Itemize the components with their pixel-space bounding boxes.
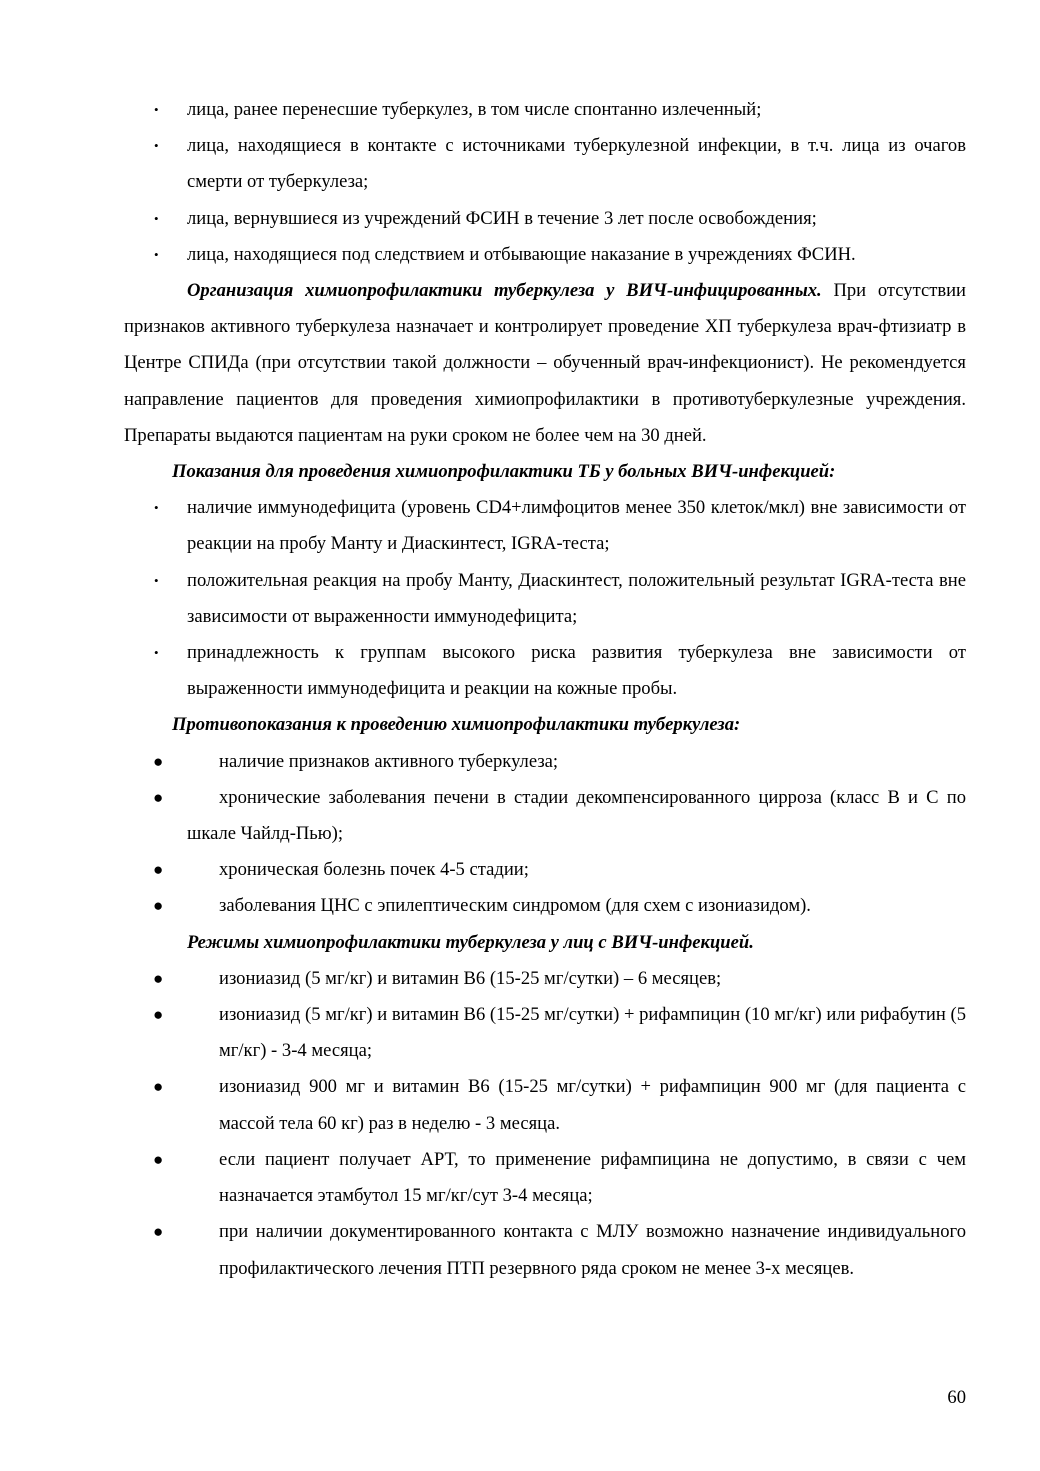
- bullet-icon: ●: [153, 968, 164, 988]
- bullet-icon: ●: [153, 787, 164, 807]
- list-item-text: лица, находящиеся в контакте с источниками туберкулезной инфекции, в т.ч. лица из очагов смерти от туберкулеза;: [187, 135, 966, 193]
- bullet-icon: ●: [153, 1077, 164, 1097]
- list-item: [124, 997, 966, 1069]
- list-item: [124, 635, 966, 707]
- list-item-text: наличие иммунодефицита (уровень CD4+лимфоцитов менее 350 клеток/мкл) вне зависимости от реакции на пробу Манту и Диаскинтест, IGRA-теста;: [187, 497, 966, 555]
- page-content: [124, 92, 966, 1287]
- list-item-text: изониазид (5 мг/кг) и витамин В6 (15-25 мг/сутки) – 6 месяцев;: [219, 967, 722, 989]
- list-item-text: если пациент получает АРТ, то применение рифампицина не допустимо, в связи с чем назначается этамбутол 15 мг/кг/сут 3-4 месяца;: [219, 1148, 966, 1207]
- list-item: [124, 237, 966, 273]
- bullet-icon: •: [154, 102, 159, 117]
- list-item: [124, 1069, 966, 1141]
- list-item: [124, 961, 966, 997]
- regimens-heading: Режимы химиопрофилактики туберкулеза у лиц с ВИЧ-инфекцией.: [187, 931, 754, 953]
- list-item: [124, 92, 966, 128]
- bullet-icon: •: [154, 210, 159, 226]
- list-item: [124, 1142, 966, 1214]
- list-item: [124, 128, 966, 200]
- list-item-text: хронические заболевания печени в стадии декомпенсированного цирроза (класс В и С по шкале Чайлд-Пью);: [187, 786, 966, 845]
- indications-heading: Показания для проведения химиопрофилактики ТБ у больных ВИЧ-инфекцией:: [172, 461, 836, 483]
- list-item-text: хроническая болезнь почек 4-5 стадии;: [219, 859, 529, 881]
- list-item-text: при наличии документированного контакта с МЛУ возможно назначение индивидуального профилактического лечения ПТП резервного ряда сроком не менее 3-х месяцев.: [219, 1221, 966, 1279]
- list-item: [124, 201, 966, 237]
- list-item: [124, 888, 966, 924]
- list-item: [124, 563, 966, 635]
- bullet-icon: ●: [153, 896, 164, 916]
- bullet-icon: ●: [153, 751, 164, 771]
- list-item-text: лица, ранее перенесшие туберкулез, в том числе спонтанно излеченный;: [187, 99, 762, 120]
- paragraph-lead: Организация химиопрофилактики туберкулеза у ВИЧ-инфицированных.: [187, 280, 822, 302]
- list-item-text: положительная реакция на пробу Манту, Диаскинтест, положительный результат IGRA-теста вне зависимости от выраженности иммунодефицита;: [187, 569, 966, 627]
- bullet-icon: ●: [153, 1222, 164, 1242]
- list-item-text: изониазид (5 мг/кг) и витамин В6 (15-25 мг/сутки) + рифампицин (10 мг/кг) или рифабутин (5 мг/кг) - 3-4 месяца;: [219, 1004, 966, 1062]
- bullet-icon: ●: [153, 860, 164, 880]
- organization-paragraph: [124, 273, 966, 454]
- bullet-icon: •: [154, 246, 159, 262]
- bullet-icon: •: [154, 500, 159, 516]
- list-item: [124, 852, 966, 888]
- list-item: [124, 744, 966, 780]
- list-item-text: лица, находящиеся под следствием и отбывающие наказание в учреждениях ФСИН.: [187, 243, 856, 265]
- bullet-icon: ●: [153, 1149, 164, 1169]
- bullet-icon: •: [154, 645, 159, 661]
- paragraph-text: При отсутствии признаков активного туберкулеза назначает и контролирует проведение ХП туберкулеза врач-фтизиатр в Центре СПИДа (при отсутствии такой должности – обученный врач-инфекционист). Не рекомендуется направление пациентов для проведения химиопрофилактики в противотуберкулезные учреждения. Препараты выдаются пациентам на руки сроком не более чем на 30 дней.: [124, 280, 967, 446]
- list-item: [124, 780, 966, 852]
- bullet-icon: •: [154, 572, 159, 588]
- list-item-text: принадлежность к группам высокого риска развития туберкулеза вне зависимости от выраженности иммунодефицита и реакции на кожные пробы.: [187, 642, 966, 700]
- page-number: 60: [947, 1387, 966, 1408]
- bullet-icon: •: [154, 138, 159, 154]
- list-item-text: лица, вернувшиеся из учреждений ФСИН в течение 3 лет после освобождения;: [187, 207, 817, 229]
- list-item: [124, 490, 966, 562]
- list-item: [124, 1214, 966, 1286]
- list-item-text: наличие признаков активного туберкулеза;: [219, 750, 559, 772]
- contraindications-heading: Противопоказания к проведению химиопрофилактики туберкулеза:: [172, 714, 741, 736]
- list-item-text: заболевания ЦНС с эпилептическим синдромом (для схем с изониазидом).: [219, 895, 811, 917]
- list-item-text: изониазид 900 мг и витамин В6 (15-25 мг/сутки) + рифампицин 900 мг (для пациента с массой тела 60 кг) раз в неделю - 3 месяца.: [219, 1076, 966, 1134]
- bullet-icon: ●: [153, 1005, 164, 1025]
